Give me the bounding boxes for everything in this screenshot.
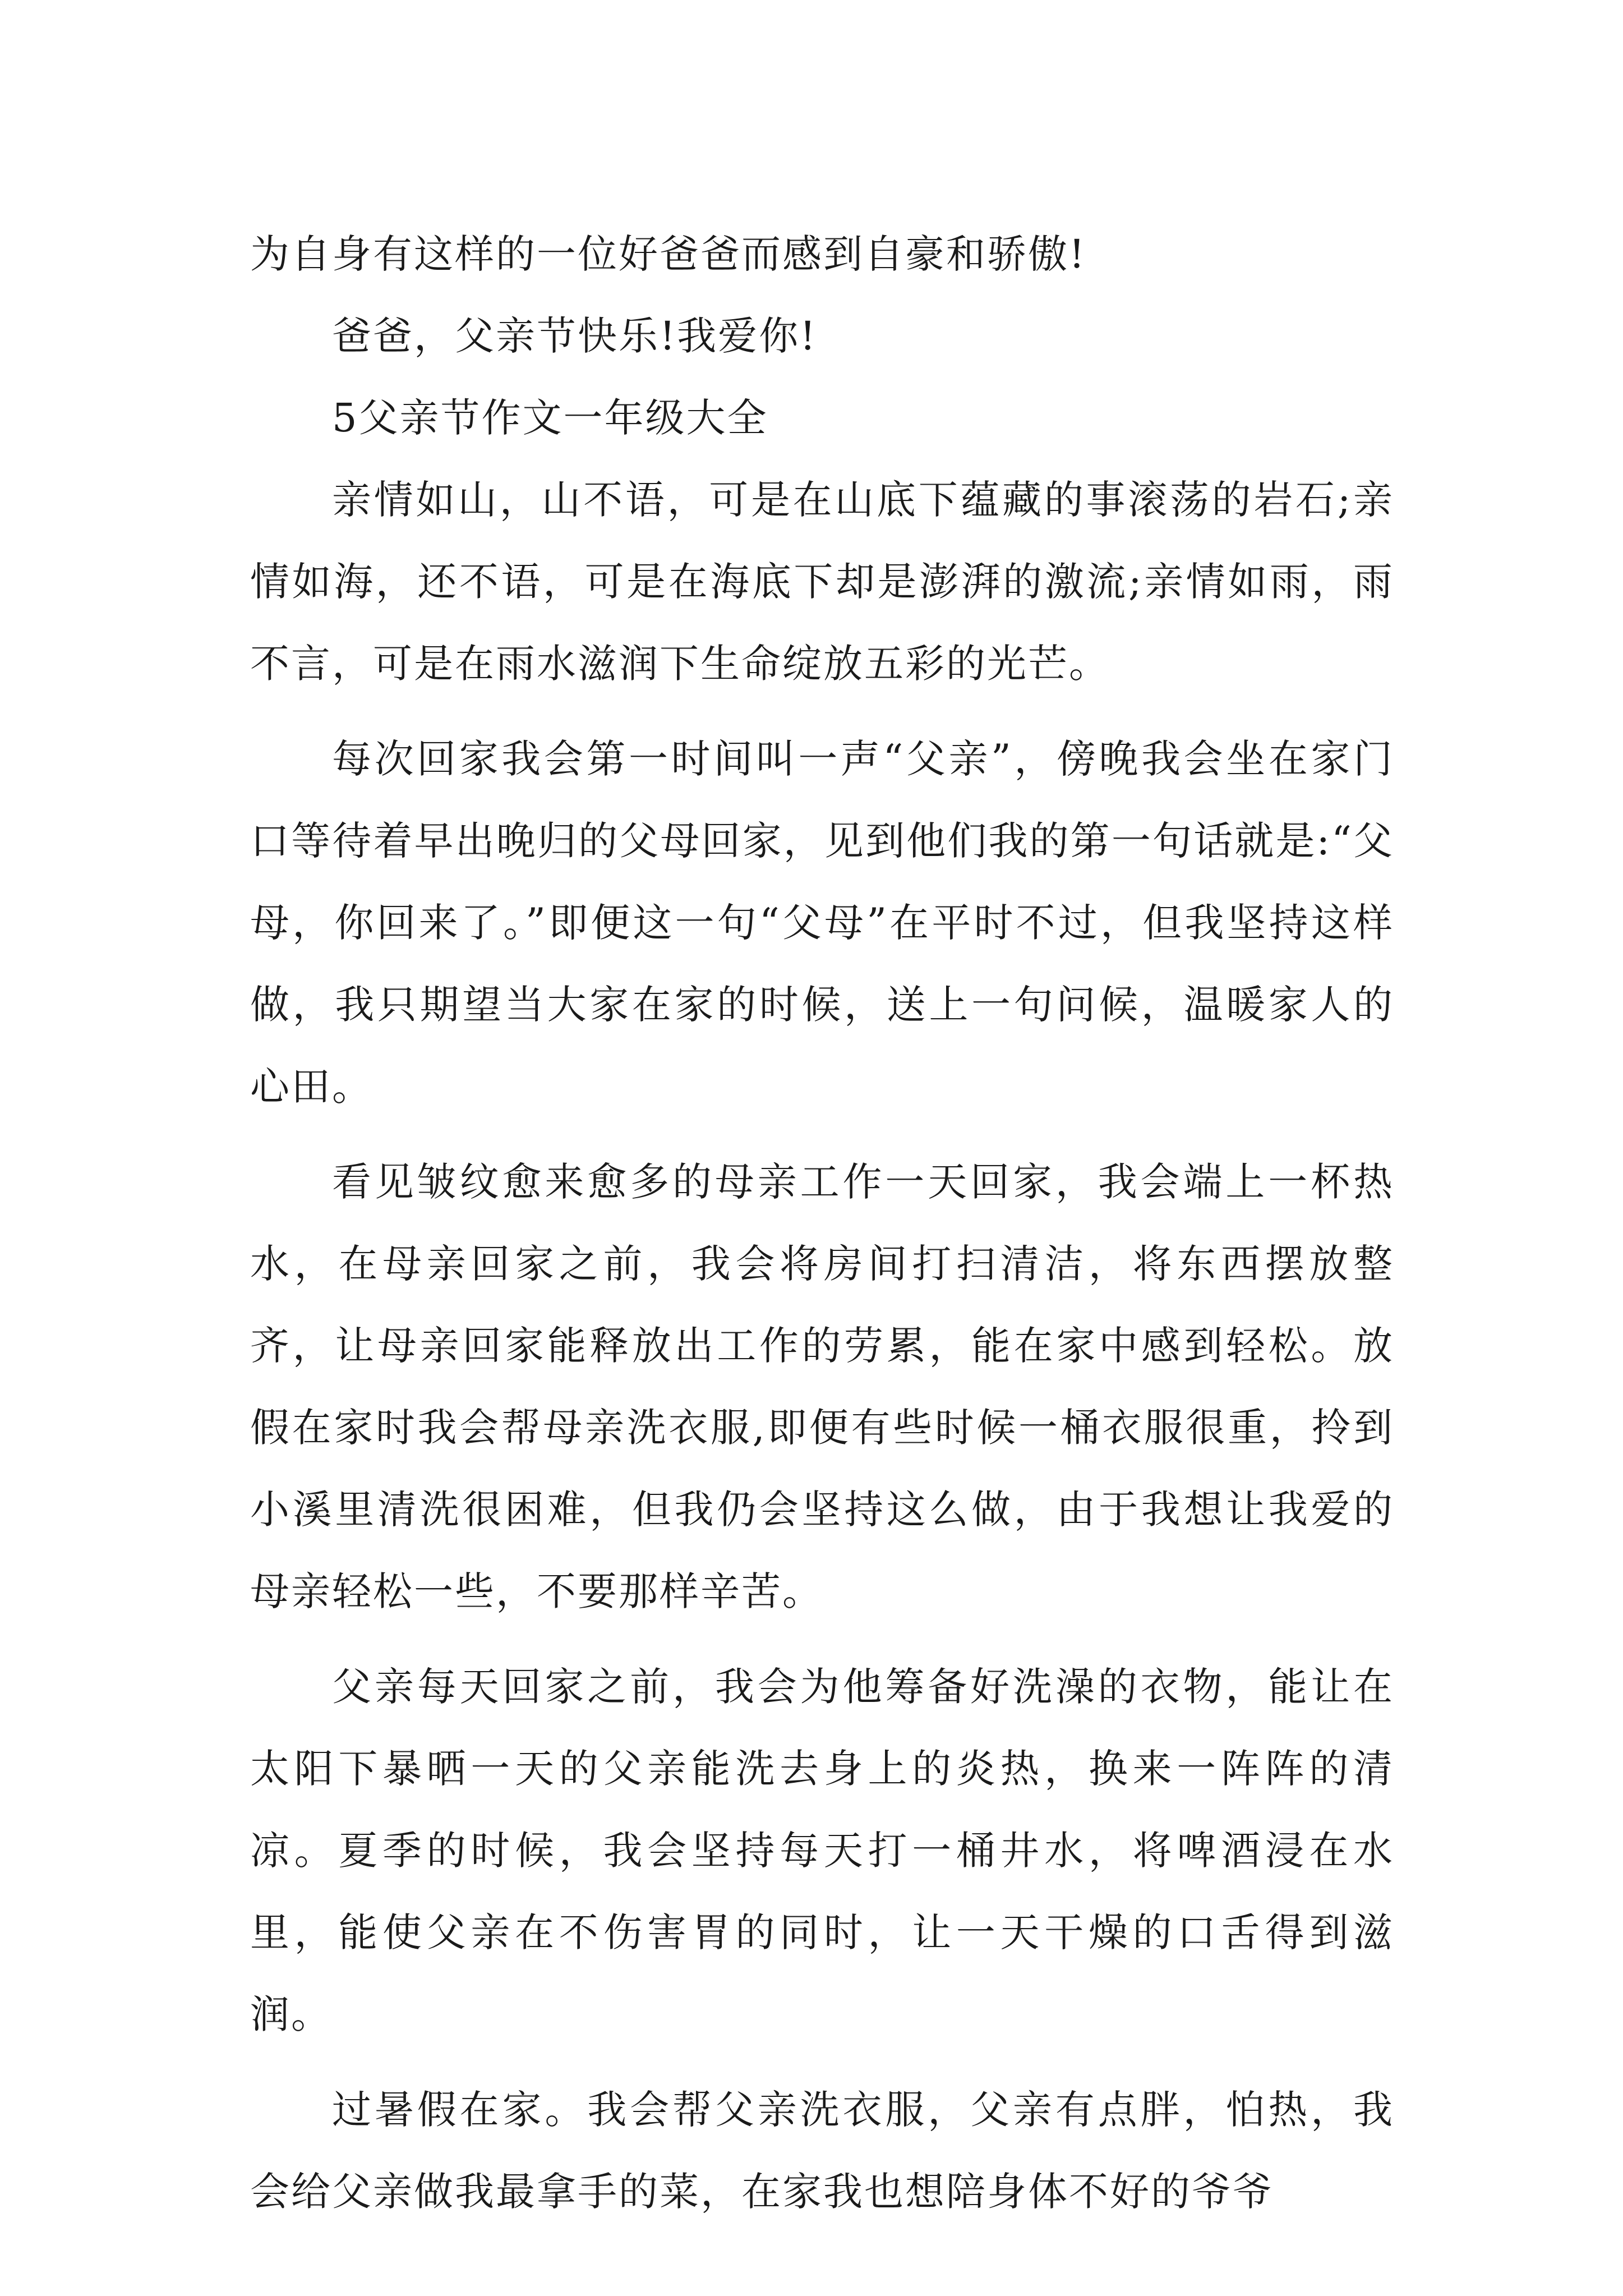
paragraph-mother: 看见皱纹愈来愈多的母亲工作一天回家，我会端上一杯热水，在母亲回家之前，我会将房间打扫清洁，将东西摆放整齐，让母亲回家能释放出工作的劳累，能在家中感到轻松。放假在家时我会帮母亲洗衣服,即便有些时候一桶衣服很重，拎到小溪里清洗很困难，但我仍会坚持这么做，由于我想让我爱的母亲轻松一些，不要那样辛苦。 bbox=[250, 1159, 1394, 1614]
document-body bbox=[250, 213, 1394, 2233]
paragraph-continuation: 为自身有这样的一位好爸爸而感到自豪和骄傲! bbox=[250, 231, 1087, 277]
paragraph-greeting: 爸爸，父亲节快乐!我爱你! bbox=[332, 313, 818, 359]
paragraph-intro: 亲情如山，山不语，可是在山底下蕴藏的事滚荡的岩石;亲情如海，还不语，可是在海底下却是澎湃的激流;亲情如雨，雨不言，可是在雨水滋润下生命绽放五彩的光芒。 bbox=[250, 477, 1394, 687]
paragraph-summer: 过暑假在家。我会帮父亲洗衣服，父亲有点胖，怕热，我会给父亲做我最拿手的菜，在家我也想陪身体不好的爷爷 bbox=[250, 2087, 1394, 2215]
paragraph-father: 父亲每天回家之前，我会为他筹备好洗澡的衣物，能让在太阳下暴晒一天的父亲能洗去身上的炎热，换来一阵阵的清凉。夏季的时候，我会坚持每天打一桶井水，将啤酒浸在水里，能使父亲在不伤害胃的同时，让一天干燥的口舌得到滋润。 bbox=[250, 1664, 1394, 2037]
section-heading: 5父亲节作文一年级大全 bbox=[332, 395, 768, 441]
paragraph-greeting-parents: 每次回家我会第一时间叫一声“父亲”，傍晚我会坐在家门口等待着早出晚归的父母回家，见到他们我的第一句话就是:“父母，你回来了。”即便这一句“父母”在平时不过，但我坚持这样做，我只期望当大家在家的时候，送上一句问候，温暖家人的心田。 bbox=[250, 736, 1394, 1110]
